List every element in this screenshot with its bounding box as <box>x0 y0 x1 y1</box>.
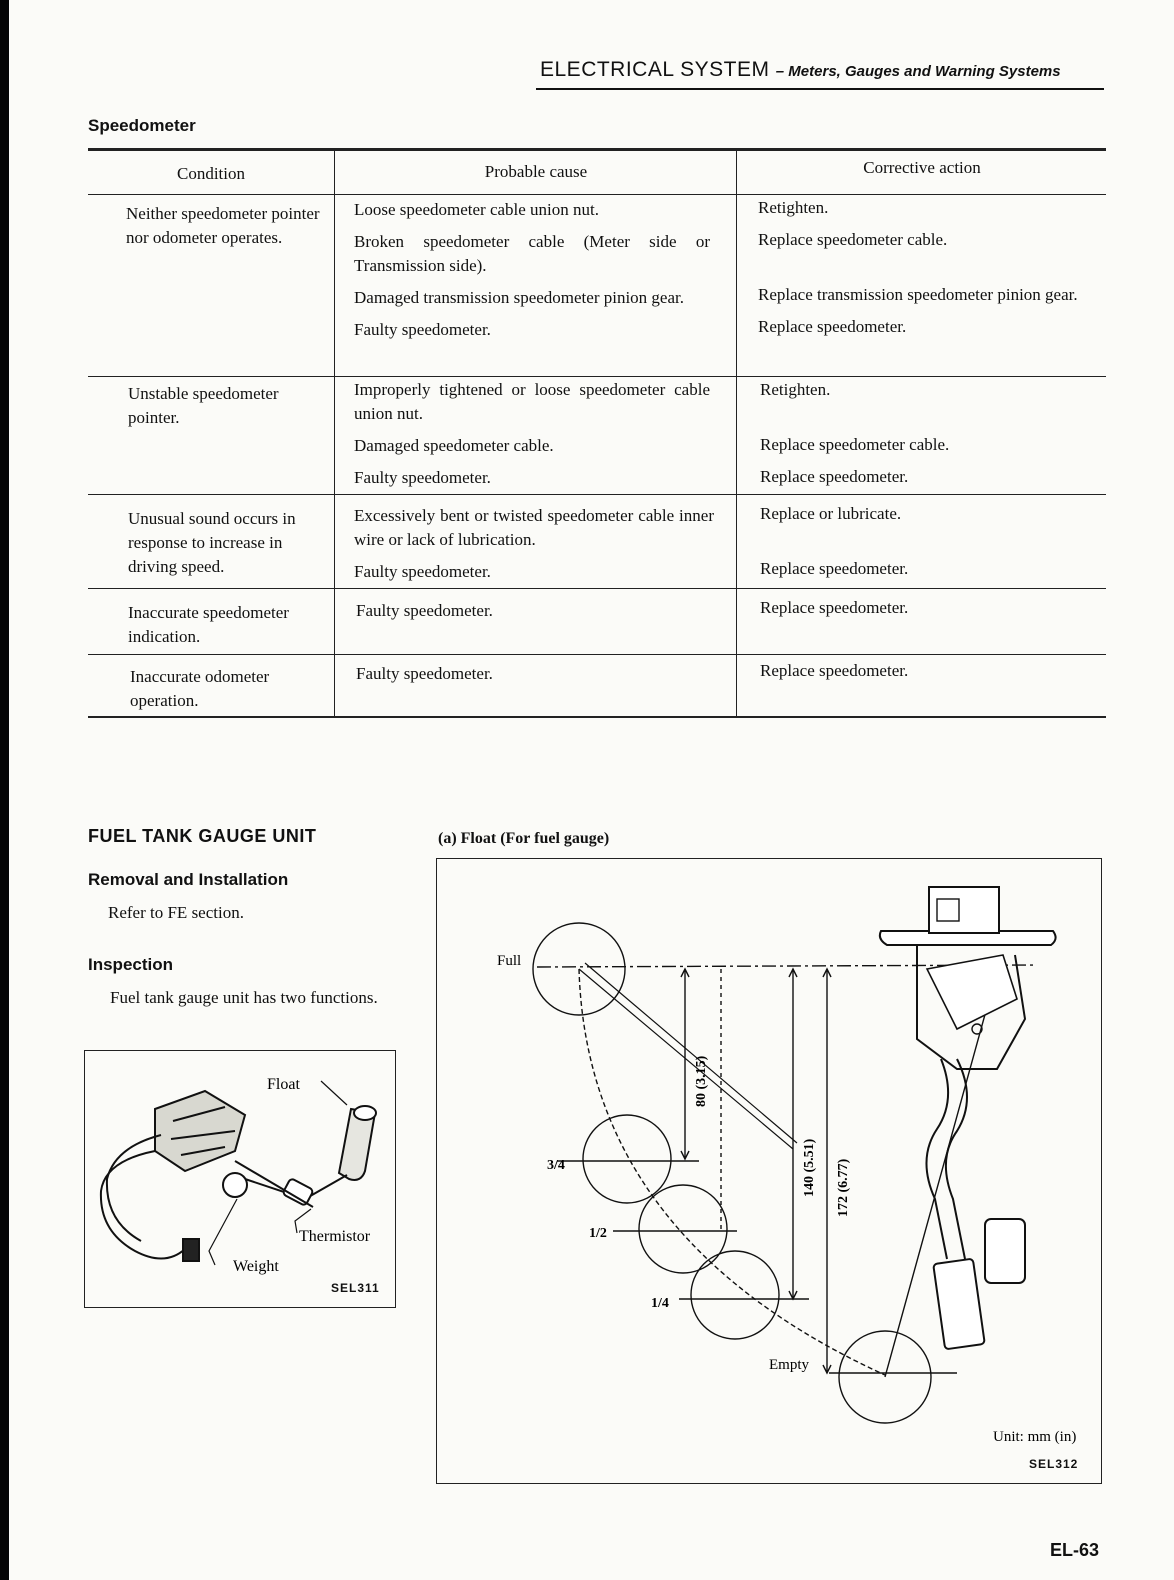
page-number: EL-63 <box>1050 1540 1100 1560</box>
row-2-condition: Unstable speedometer pointer. <box>128 384 279 427</box>
inspection-title: Inspection <box>88 955 174 974</box>
speedometer-section-title: Speedometer <box>88 116 196 135</box>
weight <box>223 1173 247 1197</box>
column-header-corrective-action: Corrective action <box>863 158 981 177</box>
label-three-quarter: 3/4 <box>547 1158 565 1173</box>
figure-sel311 <box>84 1050 396 1308</box>
table-row-action: Replace speedometer. <box>760 559 909 578</box>
figure-code-sel312: SEL312 <box>1029 1457 1079 1471</box>
label-thermistor: Thermistor <box>299 1228 371 1245</box>
row-5-cause: Faulty speedometer. <box>356 664 493 683</box>
table-row-rule <box>88 376 1106 377</box>
wire-harness <box>101 1151 185 1259</box>
sender-sensor <box>933 1259 985 1350</box>
table-row-cause: Excessively bent or twisted speedometer cable inner wire or lack of lubrication. <box>354 506 714 549</box>
row-1-actions <box>758 196 1114 339</box>
float-position-diagram <box>437 859 1101 1483</box>
table-bottom-rule <box>88 716 1106 718</box>
table-row-action: Retighten. <box>760 380 831 399</box>
table-row-action: Replace speedometer. <box>760 467 909 486</box>
dimension-140: 140 (5.51) <box>802 1138 817 1197</box>
sender-arm <box>927 955 1017 1029</box>
label-empty: Empty <box>769 1357 809 1373</box>
column-header-probable-cause: Probable cause <box>484 162 588 181</box>
row-5-action: Replace speedometer. <box>760 661 909 680</box>
table-row-cause: Improperly tightened or loose speedometer cable union nut. <box>354 380 710 423</box>
table-row-cause: Broken speedometer cable (Meter side or Transmission side). <box>354 232 710 275</box>
removal-installation-title: Removal and Installation <box>88 870 289 889</box>
connector <box>183 1239 199 1261</box>
table-row-cause: Damaged speedometer cable. <box>354 436 554 455</box>
table-row-action: Replace transmission speedometer pinion gear. <box>758 285 1078 304</box>
sender-filter <box>985 1219 1025 1283</box>
page-header <box>540 58 1061 82</box>
label-full: Full <box>497 953 522 969</box>
row-3-actions <box>760 502 1100 581</box>
table-row-action: Replace speedometer cable. <box>760 435 950 454</box>
fuel-tank-section-title: FUEL TANK GAUGE UNIT <box>88 826 317 846</box>
figure-sel312 <box>436 858 1102 1484</box>
column-header-condition: Condition <box>176 164 245 183</box>
row-1-condition: Neither speedometer pointer nor odometer operates. <box>126 204 320 247</box>
table-row-action: Retighten. <box>758 198 829 217</box>
label-weight: Weight <box>233 1258 279 1275</box>
label-half: 1/2 <box>589 1226 607 1241</box>
figure-sel312-caption: (a) Float (For fuel gauge) <box>438 830 610 847</box>
dimension-80: 80 (3.15) <box>694 1055 709 1107</box>
table-row-cause: Faulty speedometer. <box>354 320 491 339</box>
row-3-condition: Unusual sound occurs in response to increase in driving speed. <box>128 509 296 576</box>
scan-binding-edge <box>0 0 9 1580</box>
float-arm-full <box>579 963 797 1149</box>
table-row-action: Replace speedometer cable. <box>758 230 948 249</box>
table-row-rule <box>88 654 1106 655</box>
float-circle-half <box>639 1185 727 1273</box>
table-column-rule <box>736 148 737 718</box>
table-row-action: Replace or lubricate. <box>760 504 902 523</box>
table-column-rule <box>334 148 335 718</box>
table-row-action: Replace speedometer. <box>758 317 907 336</box>
removal-installation-text: Refer to FE section. <box>108 903 244 922</box>
table-row-cause: Faulty speedometer. <box>354 468 491 487</box>
inspection-text: Fuel tank gauge unit has two functions. <box>110 988 378 1007</box>
float-cap <box>354 1106 376 1120</box>
header-subtitle: – Meters, Gauges and Warning Systems <box>775 63 1061 80</box>
figure-code-sel311: SEL311 <box>331 1281 380 1295</box>
unit-label: Unit: mm (in) <box>993 1429 1077 1445</box>
header-rule <box>536 88 1104 90</box>
dimension-172: 172 (6.77) <box>836 1158 851 1217</box>
row-4-action: Replace speedometer. <box>760 598 909 617</box>
table-row-cause: Loose speedometer cable union nut. <box>354 200 600 219</box>
float-circle-quarter <box>691 1251 779 1339</box>
row-4-condition: Inaccurate speedometer indication. <box>128 603 289 646</box>
label-quarter: 1/4 <box>651 1296 669 1311</box>
speedometer-troubleshooting-table <box>88 148 1106 718</box>
row-5-condition: Inaccurate odometer operation. <box>130 667 270 710</box>
float-circle-three-quarter <box>583 1115 671 1203</box>
table-row-cause: Damaged transmission speedometer pinion gear. <box>354 288 684 307</box>
row-2-actions <box>760 378 1100 489</box>
header-title: ELECTRICAL SYSTEM <box>540 58 770 81</box>
label-float: Float <box>267 1076 300 1093</box>
table-top-rule <box>88 148 1106 151</box>
row-2-causes <box>354 378 710 498</box>
row-1-causes <box>354 198 710 350</box>
gauge-unit-drawing <box>85 1051 395 1307</box>
row-3-causes <box>354 504 714 592</box>
table-header-rule <box>88 194 1106 195</box>
row-4-cause: Faulty speedometer. <box>356 601 493 620</box>
table-row-cause: Faulty speedometer. <box>354 562 491 581</box>
